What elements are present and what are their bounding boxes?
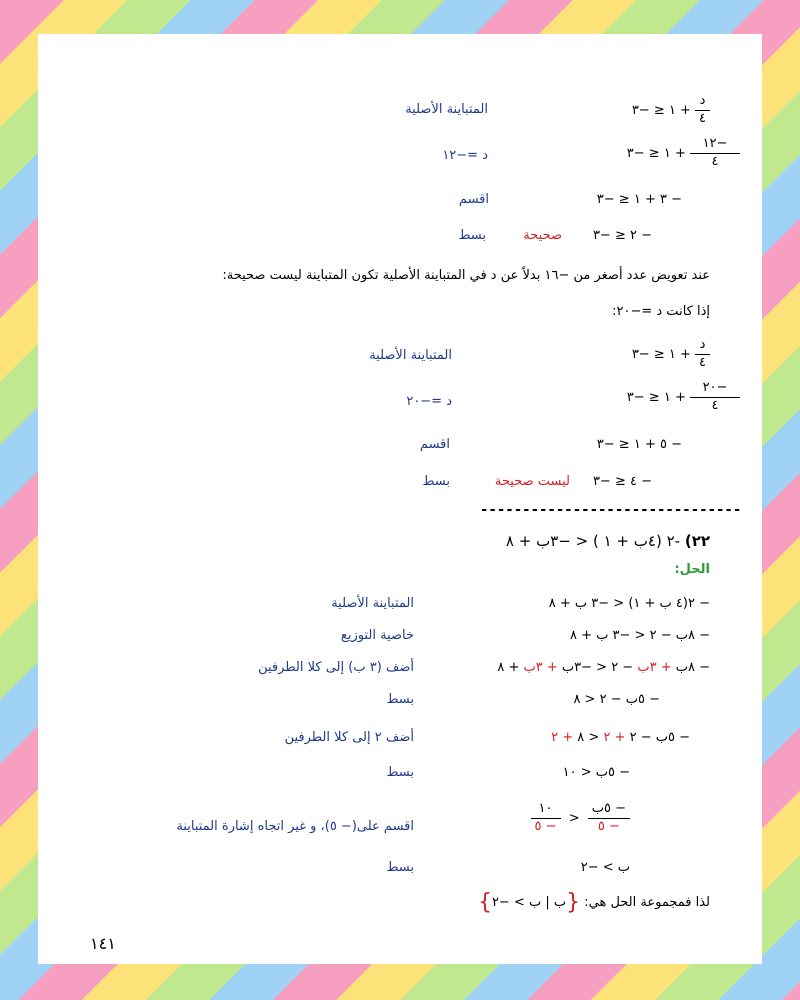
ex1-row4-note: بسط <box>458 228 486 243</box>
step-2-note: خاصية التوزيع <box>340 628 414 643</box>
problem-number: ٢٢) <box>684 532 710 550</box>
ex2-row2-note: د =−٢٠ <box>406 394 452 409</box>
fraction: $\frac{\text{د}}{٤}$ <box>695 94 710 127</box>
step-6-note: بسط <box>386 765 414 780</box>
conclusion <box>478 890 710 915</box>
step-5: − ٥ب − ٢ + ٢ < ٨ + ٢ <box>551 730 690 745</box>
ex2-row3-note: اقسم <box>419 437 450 452</box>
step-2: − ٨ب − ٢ < −٣ ب + ٨ <box>570 628 710 643</box>
solution-label: الحل: <box>674 562 710 577</box>
fraction-left: $\frac{\text{− ٥ب}}{- ٥}$ <box>588 802 630 835</box>
fraction-right: $\frac{١٠}{- ٥}$ <box>531 802 561 835</box>
separator-line: ------------------------------- <box>480 502 742 518</box>
ex2-row3: − ٥ + ١ ≤ −٣ <box>596 437 682 452</box>
step-8-note: بسط <box>386 860 414 875</box>
ex1-row1-note: المتباينة الأصلية <box>405 102 488 117</box>
brace-open: { <box>566 890 581 915</box>
ex1-verdict: صحيحة <box>523 228 562 243</box>
ex1-row3-note: اقسم <box>458 192 489 207</box>
fraction: $\frac{\text{د}}{٤}$ <box>695 338 710 371</box>
page <box>38 34 762 964</box>
ex1-row2: $\frac{-١٢}{٤}$ + ١ ≤ −٣ <box>627 137 740 170</box>
ex2-row2: $\frac{-٢٠}{٤}$ + ١ ≤ −٣ <box>627 381 740 414</box>
ex1-row2-note: د =−١٢ <box>442 148 488 163</box>
step-8: ب > −٢ <box>580 860 630 875</box>
step-4: − ٥ب − ٢ < ٨ <box>573 692 660 707</box>
step-3: − ٨ب + ٣ب − ٢ < −٣ب + ٣ب + ٨ <box>497 660 710 675</box>
step-3-note: أضف (٣ ب) إلى كلا الطرفين <box>258 660 414 675</box>
step-6: − ٥ب < ١٠ <box>562 765 630 780</box>
ex1-row1: $\frac{\text{د}}{٤}$ + ١ ≤ −٣ <box>632 94 710 127</box>
ex2-verdict: ليست صحيحة <box>494 474 570 489</box>
fraction: $\frac{-٢٠}{٤}$ <box>690 381 740 414</box>
ex2-row1: $\frac{\text{د}}{٤}$ + ١ ≤ −٣ <box>632 338 710 371</box>
step-7-note: اقسم على(− ٥)، و غير اتجاه إشارة المتباينة <box>176 819 414 834</box>
step-4-note: بسط <box>386 692 414 707</box>
step-5-note: أضف ٢ إلى كلا الطرفين <box>284 730 414 745</box>
page-number: ١٤١ <box>90 934 116 953</box>
solution-set: ب | ب > −٢ <box>491 895 567 910</box>
problem-22 <box>506 532 710 550</box>
fraction: $\frac{-١٢}{٤}$ <box>690 137 740 170</box>
step-1: − ٢(٤ ب + ١) < −٣ ب + ٨ <box>548 596 710 611</box>
ex2-row4: − ٤ ≤ −٣ <box>592 474 652 489</box>
conclusion-label: لذا فمجموعة الحل هي: <box>584 895 710 910</box>
paragraph-2: إذا كانت د =−٢٠: <box>612 304 710 319</box>
ex1-row4: − ٢ ≤ −٣ <box>592 228 652 243</box>
paragraph-1: عند تعويض عدد أصغر من −١٦ بدلاً عن د في المتباينة الأصلية تكون المتباينة ليست صحيحة: <box>222 268 710 283</box>
brace-close: } <box>477 890 492 915</box>
ex2-row4-note: بسط <box>422 474 450 489</box>
step-1-note: المتباينة الأصلية <box>331 596 414 611</box>
ex1-row3: − ٣ + ١ ≤ −٣ <box>596 192 682 207</box>
problem-statement: -٢ (٤ب + ١ ) < −٣ب + ٨ <box>505 532 681 550</box>
ex2-row1-note: المتباينة الأصلية <box>369 348 452 363</box>
step-7: $\frac{\text{− ٥ب}}{- ٥}$ < $\frac{١٠}{- ٥}$ <box>531 802 630 835</box>
